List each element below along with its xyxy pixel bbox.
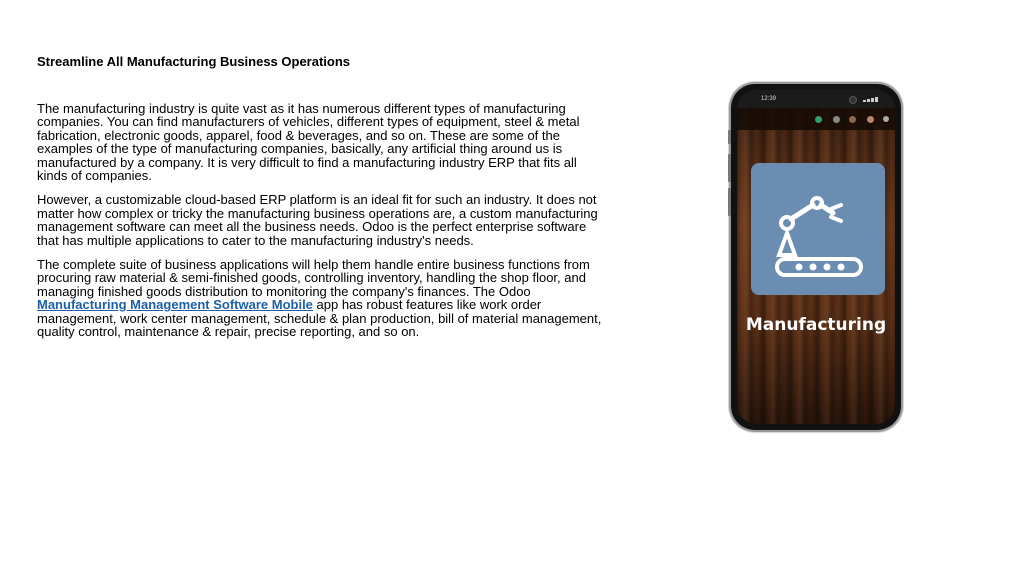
manufacturing-app-link[interactable]: Manufacturing Management Software Mobile [37, 297, 313, 313]
paragraph-3-text-start: The complete suite of business applications will help them handle entire business functions from procuring raw material & semi-finished goods, controlling inventory, handling the shop floor, and managing finished goods distribution to monitoring the company's finances. The Odoo [37, 257, 590, 299]
article-paragraph-3 [37, 258, 607, 338]
phone-volume-up-button [728, 154, 731, 182]
phone-status-bar [737, 90, 895, 108]
manufacturing-app-tile[interactable] [751, 163, 885, 295]
toolbar-activity-icon[interactable] [849, 116, 856, 123]
status-time: 12:39 [761, 96, 777, 102]
signal-battery-icon [863, 96, 883, 101]
manufacturing-robot-arm-icon [751, 163, 885, 295]
phone-mockup [731, 84, 901, 430]
phone-side-button [728, 130, 731, 144]
article-paragraph-2: However, a customizable cloud-based ERP platform is an ideal fit for such an industry. It does not matter how complex or tricky the manufacturing business operations are, a custom manufacturing management software can meet all the business needs. Odoo is the perfect enterprise software that has multiple applications to cater to the manufacturing industry's needs. [37, 192, 598, 248]
manufacturing-app-label: Manufacturing [745, 315, 887, 335]
toolbar-status-icon[interactable] [815, 116, 822, 123]
article-paragraph-1: The manufacturing industry is quite vast as it has numerous different types of manufacturing companies. You can find manufacturers of vehicles, different types of equipment, steel & metal fabrication, electronic goods, apparel, food & beverages, and so on. These are some of the examples of the type of manufacturing companies, basically, any artificial thing around us is manufactured by a company. It is very difficult to find a manufacturing industry ERP that fits all kinds of companies. [37, 101, 580, 184]
article-heading: Streamline All Manufacturing Business Operations [37, 54, 351, 69]
front-camera-icon [849, 96, 857, 104]
toolbar-settings-icon[interactable] [883, 116, 889, 122]
paragraph-3-text-end: app has robust features like work order management, work center management, schedule & plan production, bill of material management, quality control, maintenance & repair, precise reporting, and so on. [37, 297, 602, 340]
article [37, 53, 607, 350]
app-toolbar [737, 108, 895, 130]
phone-volume-down-button [728, 188, 731, 216]
toolbar-chat-icon[interactable] [833, 116, 840, 123]
toolbar-avatar-icon[interactable] [867, 116, 874, 123]
phone-screen [737, 90, 895, 424]
